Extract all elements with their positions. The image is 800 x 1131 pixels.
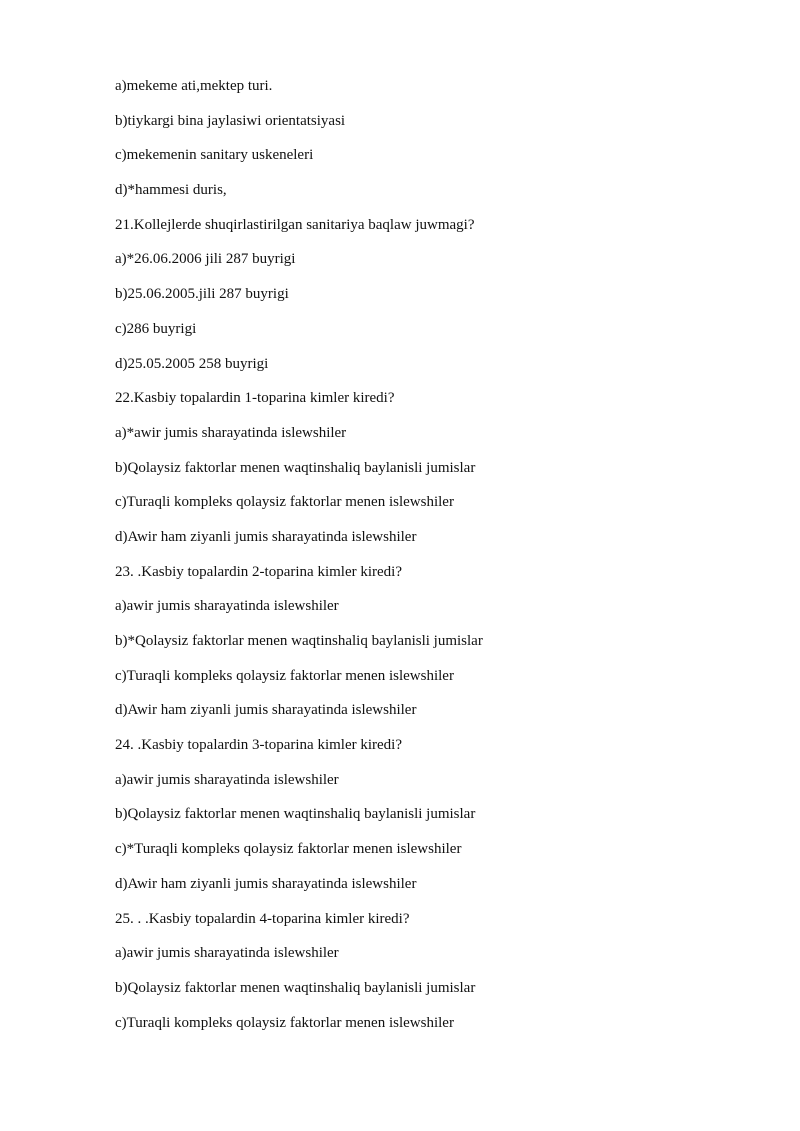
question-text: 22.Kasbiy topalardin 1-toparina kimler kiredi? — [115, 390, 395, 407]
question-text: 23. .Kasbiy topalardin 2-toparina kimler kiredi? — [115, 563, 402, 580]
answer-option: b)25.06.2005.jili 287 buyrigi — [115, 286, 289, 303]
answer-option: c)Turaqli kompleks qolaysiz faktorlar menen islewshiler — [115, 667, 454, 684]
answer-option: d)*hammesi duris, — [115, 182, 227, 199]
answer-option: a)*awir jumis sharayatinda islewshiler — [115, 424, 347, 441]
text-lines — [115, 74, 483, 1045]
question-text: 21.Kollejlerde shuqirlastirilgan sanitariya baqlaw juwmagi? — [115, 216, 475, 233]
answer-option: a)mekeme ati,mektep turi. — [115, 78, 273, 94]
answer-option: d)25.05.2005 258 buyrigi — [115, 355, 269, 372]
answer-option: a)*26.06.2006 jili 287 buyrigi — [115, 251, 296, 268]
answer-option: a)awir jumis sharayatinda islewshiler — [115, 598, 339, 615]
answer-option: c)mekemenin sanitary uskeneleri — [115, 147, 314, 164]
question-text: 24. .Kasbiy topalardin 3-toparina kimler kiredi? — [115, 737, 402, 754]
answer-option: d)Awir ham ziyanli jumis sharayatinda islewshiler — [115, 875, 417, 892]
answer-option: c)Turaqli kompleks qolaysiz faktorlar menen islewshiler — [115, 494, 454, 511]
answer-option: a)awir jumis sharayatinda islewshiler — [115, 771, 339, 788]
question-text: 25. . .Kasbiy topalardin 4-toparina kimler kiredi? — [115, 910, 410, 927]
answer-option: b)Qolaysiz faktorlar menen waqtinshaliq baylanisli jumislar — [115, 979, 476, 996]
answer-option: b)*Qolaysiz faktorlar menen waqtinshaliq baylanisli jumislar — [115, 633, 483, 649]
answer-option: b)tiykargi bina jaylasiwi orientatsiyasi — [115, 112, 346, 129]
answer-option: d)Awir ham ziyanli jumis sharayatinda islewshiler — [115, 528, 417, 545]
answer-option: d)Awir ham ziyanli jumis sharayatinda islewshiler — [115, 702, 417, 719]
answer-option: b)Qolaysiz faktorlar menen waqtinshaliq baylanisli jumislar — [115, 459, 476, 476]
answer-option: c)286 buyrigi — [115, 320, 197, 337]
answer-option: c)*Turaqli kompleks qolaysiz faktorlar menen islewshiler — [115, 841, 462, 858]
answer-option: c)Turaqli kompleks qolaysiz faktorlar menen islewshiler — [115, 1014, 454, 1031]
answer-option: b)Qolaysiz faktorlar menen waqtinshaliq baylanisli jumislar — [115, 806, 476, 823]
answer-option: a)awir jumis sharayatinda islewshiler — [115, 945, 339, 962]
